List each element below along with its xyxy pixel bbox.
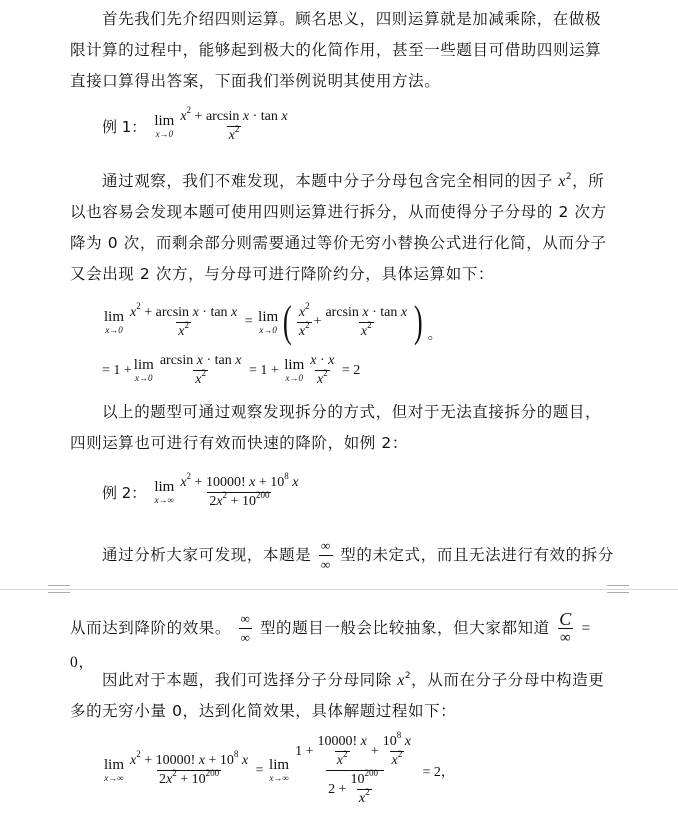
derivation-line-1: lim x→0 $\frac{x^2 + \arcsin x \cdot \tan x}{x^2}$ = lim x→0 ( $\frac{x^2}{x^2}$ + $\frac{\text{arcsin x · tan x}}{x^2}$ ) 。 — [104, 297, 442, 346]
analysis-paragraph: 通过分析大家可发现，本题是 $\frac{\infty}{\infty}$ 型的未定式，而且无法进行有效的拆分 — [102, 538, 614, 572]
example-2-label: 例 2： — [102, 484, 147, 502]
observation-text-a: 通过观察，我们不难发现，本题中分子分母包含完全相同的因子 — [102, 172, 553, 190]
page-margin-mark-right — [607, 585, 629, 593]
page-margin-mark-left — [48, 585, 70, 593]
final-derivation: lim x→∞ $\frac{x^2 + 10000! x + 10^8 x}{2x^2 + 10^{200}}$ = lim x→∞ 1 + $\frac{10000! x}{x^2}$ + $\frac{10^8 x}{x^2}$ 2 + $\frac{10^{200}}{x^2}$ = 2， — [104, 730, 455, 806]
page-break-line — [0, 589, 678, 590]
method-paragraph: 因此对于本题，我们可选择分子分母同除 $x^2$，从而在分子分母中构造更多的无穷小量 0，达到化简效果，具体解题过程如下： — [70, 671, 605, 720]
limit-operator: lim x→0 — [154, 113, 175, 139]
example-1-fraction: $\frac{x^2 + \arcsin x \cdot \tan x}{x^2}$ — [180, 105, 288, 143]
intro-text: 首先我们先介绍四则运算。顾名思义，四则运算就是加减乘除，在做极限计算的过程中，能够起到极大的化简作用，甚至一些题目可借助四则运算直接口算得出答案，下面我们举例说明其使用方法。 — [70, 10, 602, 90]
intro-paragraph — [70, 4, 615, 97]
abstract-paragraph: 从而达到降阶的效果。 $\frac{\infty}{\infty}$ 型的题目一般会比较抽象，但大家都知道 $\frac{C}{\infty}$ = 0， — [70, 609, 591, 671]
observation-text-b: ，所以也容易会发现本题可使用四则运算进行拆分，从而使得分子分母的 2 次方降为 0 次，而剩余部分则需要通过等价无穷小替换公式进行化简，从而分子又会出现 2 次方，与分母可进行降阶约分，具体运算如下： — [70, 172, 607, 283]
derivation-line-2: = 1 + lim x→0 $\frac{\text{arcsin x · tan x}}{x^2}$ = 1 + lim x→0 $\frac{x \cdot x}{x^2}$ = 2 — [102, 353, 361, 387]
observation-paragraph: 通过观察，我们不难发现，本题中分子分母包含完全相同的因子 $x^2$，所以也容易会发现本题可使用四则运算进行拆分，从而使得分子分母的 2 次方降为 0 次，而剩余部分则需要通过等价无穷小替换公式进行化简，从而分子又会出现 2 次方，与分母可进行降阶约分，具体运算如下： — [70, 172, 607, 283]
example-1-label: 例 1： — [102, 118, 147, 136]
example-1 — [102, 105, 292, 145]
transition-paragraph — [70, 397, 615, 459]
transition-text: 以上的题型可通过观察发现拆分的方式，但对于无法直接拆分的题目，四则运算也可进行有效而快速的降阶，如例 2： — [70, 403, 602, 452]
example-2: 例 2： lim x→∞ $\frac{x^2 + 10000! x + 10^8 x}{2x^2 + 10^{200}}$ — [102, 471, 299, 509]
